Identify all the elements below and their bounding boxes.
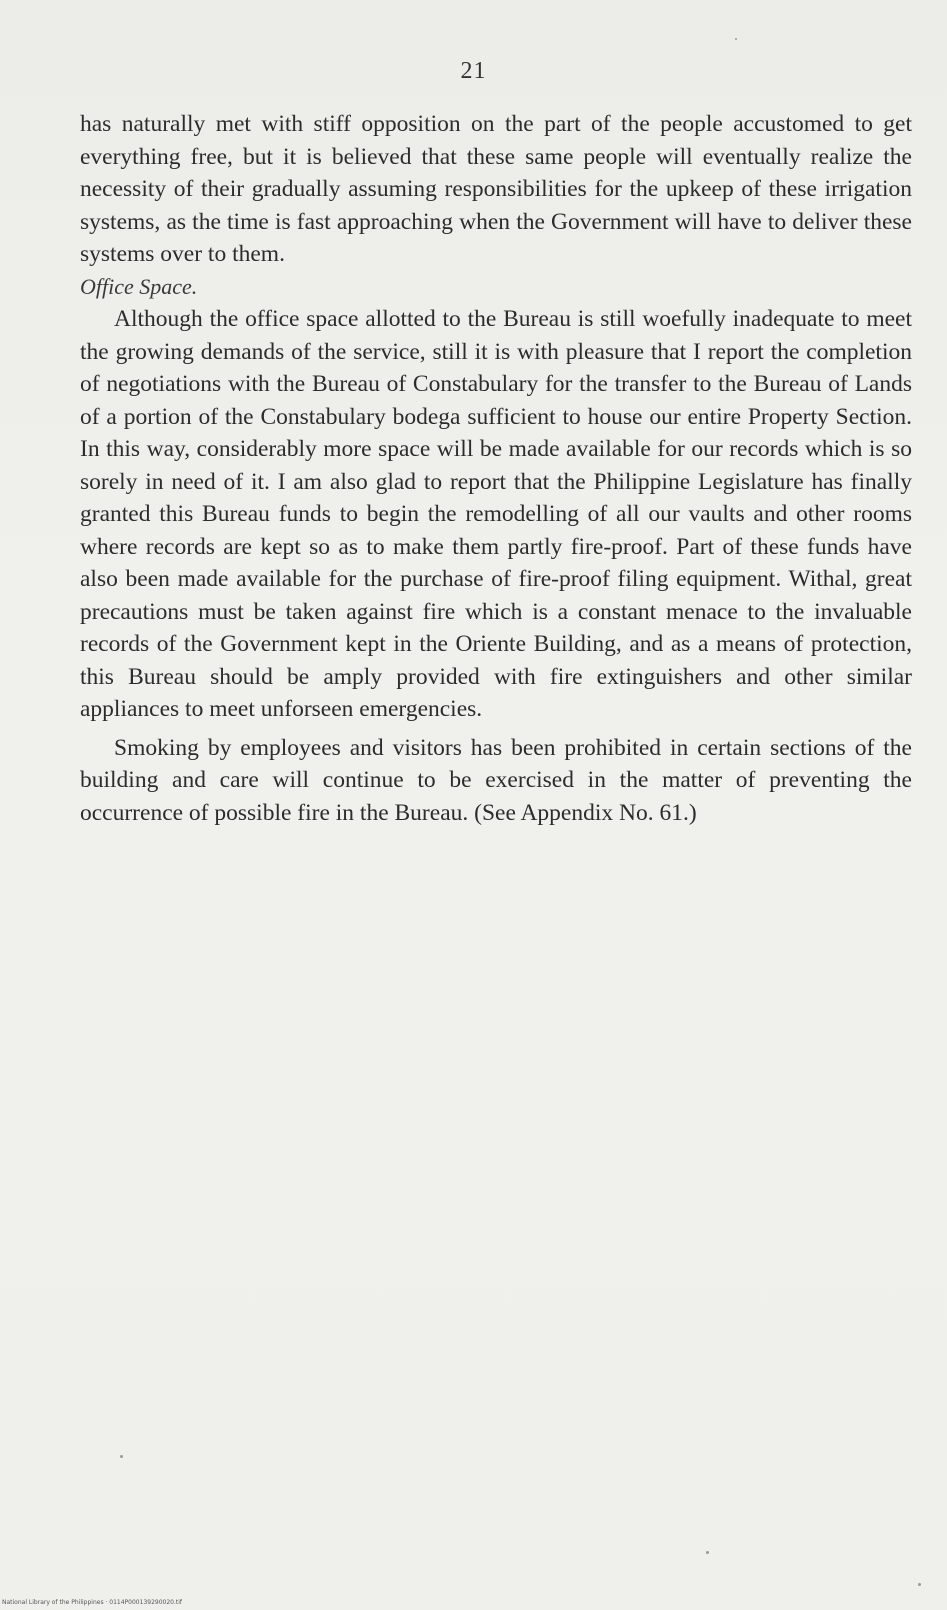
- scan-speck: [120, 1455, 123, 1458]
- paragraph-smoking: Smoking by employees and visitors has been prohibited in certain sections of the building and care will continue to be exercised in the matter of preventing the occurrence of possible fire in the Bureau. (See Appendix No. 61.): [80, 734, 912, 826]
- scan-credit: National Library of the Philippines · 0114P000139290020.tif: [2, 1599, 183, 1606]
- scan-speck: [706, 1551, 709, 1554]
- paragraph-continued: has naturally met with stiff opposition on the part of the people accustomed to get everything free, but it is believed that these same people will eventually realize the necessity of their gradually assuming responsibilities for the upkeep of these irrigation systems, as the time is fast approaching when the Government will have to deliver these systems over to them.: [80, 111, 912, 267]
- scan-speck: [918, 1583, 921, 1586]
- scan-speck: [735, 38, 737, 40]
- body-text: [80, 108, 912, 829]
- page-number: 21: [460, 58, 487, 84]
- paragraph-office-space: Although the office space allotted to the Bureau is still woefully inadequate to meet the growing demands of the service, still it is with pleasure that I report the completion of negotiations with the Bureau of Constabulary for the transfer to the Bureau of Lands of a portion of the Constabulary bodega sufficient to house our entire Property Section. In this way, considerably more space will be made available for our records which is so sorely in need of it. I am also glad to report that the Philippine Legislature has finally granted this Bureau funds to begin the remodelling of all our vaults and other rooms where records are kept so as to make them partly fire-proof. Part of these funds have also been made available for the purchase of fire-proof filing equipment. Withal, great precautions must be taken against fire which is a constant menace to the invaluable records of the Government kept in the Oriente Building, and as a means of protection, this Bureau should be amply provided with fire extinguishers and other similar appliances to meet unforseen emergencies.: [80, 306, 912, 722]
- section-heading-office-space: Office Space.: [80, 273, 198, 299]
